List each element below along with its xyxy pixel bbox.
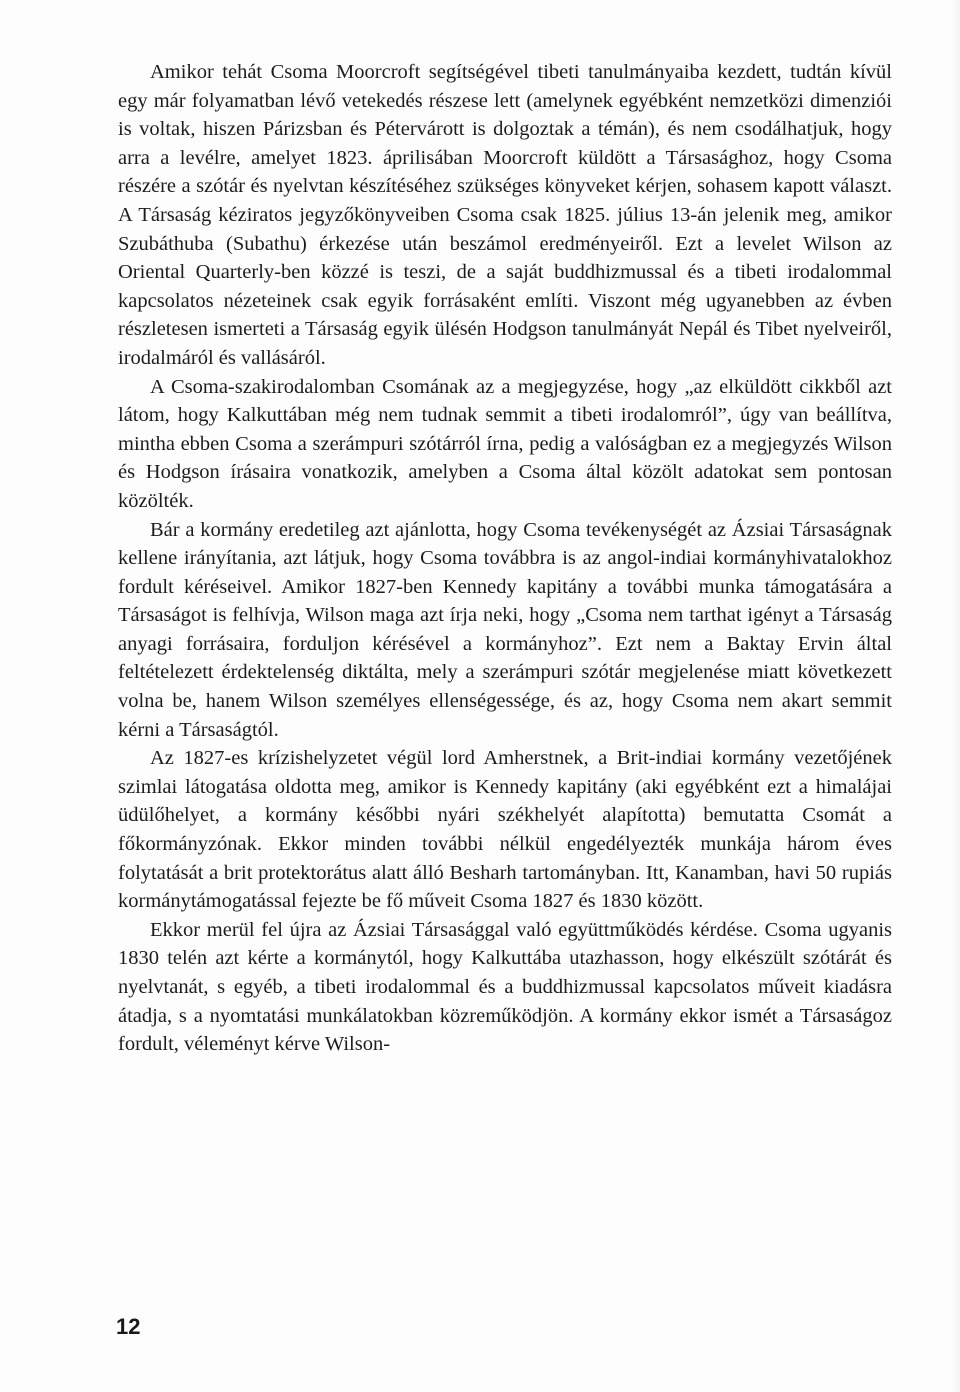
scan-edge-shadow	[952, 0, 960, 1392]
page-number: 12	[116, 1314, 141, 1339]
paragraph-3: Bár a kormány eredetileg azt ajánlotta, hogy Csoma tevékenységét az Ázsiai Társaságnak kellene irányítania, azt látjuk, hogy Csoma továbbra is az angol-indiai kormányhivatalokhoz fordult kéréseivel. Amikor 1827-ben Kennedy kapitány a további munka támogatására a Társaságot is felhívja, Wilson maga azt írja neki, hogy „Csoma nem tarthat igényt a Társaság anyagi forrásaira, forduljon kérésével a kormányhoz”. Ezt nem a Baktay Ervin által feltételezett érdektelenség diktálta, mely a szerámpuri szótár megjelenése miatt következett volna be, hanem Wilson személyes ellenségessége, és az, hogy Csoma nem akart semmit kérni a Társaságtól.	[118, 518, 892, 741]
paragraph-5: Ekkor merül fel újra az Ázsiai Társasággal való együttműködés kérdése. Csoma ugyanis 1830 telén azt kérte a kormánytól, hogy Kalkuttába utazhasson, hogy elkészült szótárát és nyelvtanát, s egyéb, a tibeti irodalommal és a buddhizmussal kapcsolatos műveit kiadásra átadja, s a nyomtatási munkálatokban közreműködjön. A kormány ekkor ismét a Társaságoz fordult, véleményt kérve Wilson-	[118, 918, 892, 1056]
paragraph-1: Amikor tehát Csoma Moorcroft segítségével tibeti tanulmányaiba kezdett, tudtán kívül egy már folyamatban lévő vetekedés részese lett (amelynek egyébként nemzetközi dimenziói is voltak, hiszen Párizsban és Pétervárott is dolgoztak a témán), és nem csodálhatjuk, hogy arra a levélre, amelyet 1823. áprilisában Moorcroft küldött a Társasághoz, hogy Csoma részére a szótár és nyelvtan készítéséhez szükséges könyveket kérjen, sohasem kapott választ. A Társaság kéziratos jegyzőkönyveiben Csoma csak 1825. július 13-án jelenik meg, amikor Szubáthuba (Subathu) érkezése után beszámol eredményeiről. Ezt a levelet Wilson az Oriental Quarterly-ben közzé is teszi, de a saját buddhizmussal és a tibeti irodalommal kapcsolatos nézeteinek csak egyik forrásaként említi. Viszont még ugyanebben az évben részletesen ismerteti a Társaság egyik ülésén Hodgson tanulmányát Nepál és Tibet nyelveiről, irodalmáról és vallásáról.	[118, 61, 892, 369]
paragraph-4: Az 1827-es krízishelyzetet végül lord Amherstnek, a Brit-indiai kormány vezetőjének szimlai látogatása oldotta meg, amikor is Kennedy kapitány (aki egyébként ezt a himalájai üdülőhelyet, a kormány későbbi nyári székhelyét alapította) bemutatta Csomát a főkormányzónak. Ekkor minden további nélkül engedélyezték munkája három éves folytatását a brit protektorátus alatt álló Besharh tartományban. Itt, Kanamban, havi 50 rupiás kormánytámogatással fejezte be fő műveit Csoma 1827 és 1830 között.	[118, 747, 892, 913]
body-text	[118, 58, 892, 1059]
paragraph-2: A Csoma-szakirodalomban Csomának az a megjegyzése, hogy „az elküldött cikkből azt látom, hogy Kalkuttában még nem tudnak semmit a tibeti irodalomról”, úgy van beállítva, mintha ebben Csoma a szerámpuri szótárról írna, pedig a valóságban ez a megjegyzés Wilson és Hodgson írásaira vonatkozik, amelyben a Csoma által közölt adatokat sem pontosan közölték.	[118, 375, 892, 512]
